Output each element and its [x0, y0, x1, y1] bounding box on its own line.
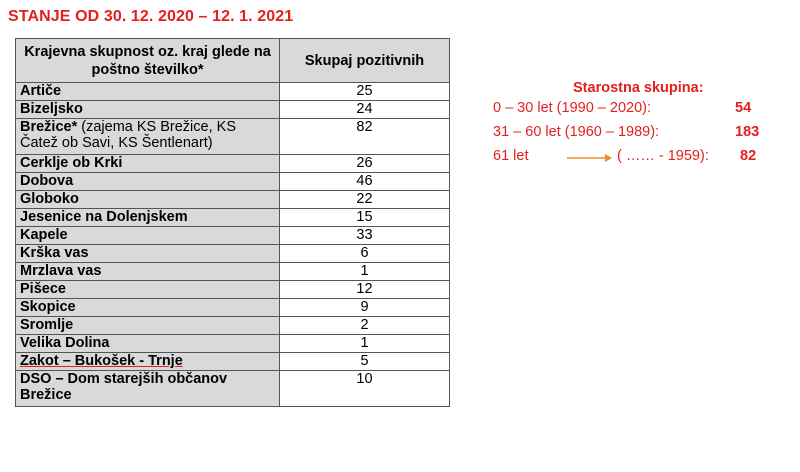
table-row — [16, 173, 450, 191]
table-row — [16, 371, 450, 407]
table-row — [16, 155, 450, 173]
row-value: 26 — [280, 155, 450, 173]
arrow-right-icon — [565, 152, 613, 164]
row-name: Artiče — [16, 83, 280, 101]
row-value: 10 — [280, 371, 450, 407]
row-value: 15 — [280, 209, 450, 227]
page-title: STANJE OD 30. 12. 2020 – 12. 1. 2021 — [8, 8, 294, 25]
row-value: 24 — [280, 101, 450, 119]
row-name: Pišece — [16, 281, 280, 299]
row-value: 2 — [280, 317, 450, 335]
table-row — [16, 263, 450, 281]
age-group-value: 82 — [740, 148, 757, 164]
row-value: 12 — [280, 281, 450, 299]
table-row — [16, 119, 450, 155]
row-value: 33 — [280, 227, 450, 245]
age-group-value: 183 — [735, 124, 760, 140]
table-row — [16, 281, 450, 299]
row-value: 9 — [280, 299, 450, 317]
row-value: 5 — [280, 353, 450, 371]
table-row — [16, 101, 450, 119]
row-value: 1 — [280, 335, 450, 353]
age-group-label: 31 – 60 let (1960 – 1989): — [493, 124, 660, 140]
table-row — [16, 245, 450, 263]
row-name: Krška vas — [16, 245, 280, 263]
table-row — [16, 191, 450, 209]
row-value: 22 — [280, 191, 450, 209]
age-group-label: 61 let — [493, 148, 529, 164]
row-name: Kapele — [16, 227, 280, 245]
table-row — [16, 209, 450, 227]
row-name: Mrzlava vas — [16, 263, 280, 281]
table-row — [16, 353, 450, 371]
age-group-range: ( …… - 1959): — [617, 148, 709, 164]
row-name: Cerklje ob Krki — [16, 155, 280, 173]
header-skupaj-pozitivnih: Skupaj pozitivnih — [280, 39, 450, 83]
row-name-brezice — [16, 119, 280, 155]
row-name: Skopice — [16, 299, 280, 317]
table-row — [16, 83, 450, 101]
row-value: 46 — [280, 173, 450, 191]
positives-table — [15, 38, 450, 407]
row-name: Globoko — [16, 191, 280, 209]
table-row — [16, 317, 450, 335]
age-group-label: 0 – 30 let (1990 – 2020): — [493, 100, 652, 116]
row-name-extra: (zajema KS Brežice, KS Čatež ob Savi, KS Šentlenart) — [20, 119, 236, 151]
row-name — [16, 353, 280, 371]
row-name: Sromlje — [16, 317, 280, 335]
row-name: Jesenice na Dolenjskem — [16, 209, 280, 227]
table-row — [16, 335, 450, 353]
header-krajevna-skupnost: Krajevna skupnost oz. kraj glede na poštno številko* — [16, 39, 280, 83]
row-name-text: Zakot – Bukošek - Trnje — [20, 353, 183, 369]
row-value: 1 — [280, 263, 450, 281]
row-value: 82 — [280, 119, 450, 155]
table-header-row — [16, 39, 450, 83]
row-name: DSO – Dom starejših občanov Brežice — [16, 371, 280, 407]
age-group-value: 54 — [735, 100, 752, 116]
row-value: 6 — [280, 245, 450, 263]
row-name: Velika Dolina — [16, 335, 280, 353]
age-groups-title: Starostna skupina: — [573, 80, 704, 96]
table-row — [16, 299, 450, 317]
row-value: 25 — [280, 83, 450, 101]
row-name: Bizeljsko — [16, 101, 280, 119]
row-name: Brežice* — [20, 119, 78, 135]
row-name: Dobova — [16, 173, 280, 191]
table-row — [16, 227, 450, 245]
